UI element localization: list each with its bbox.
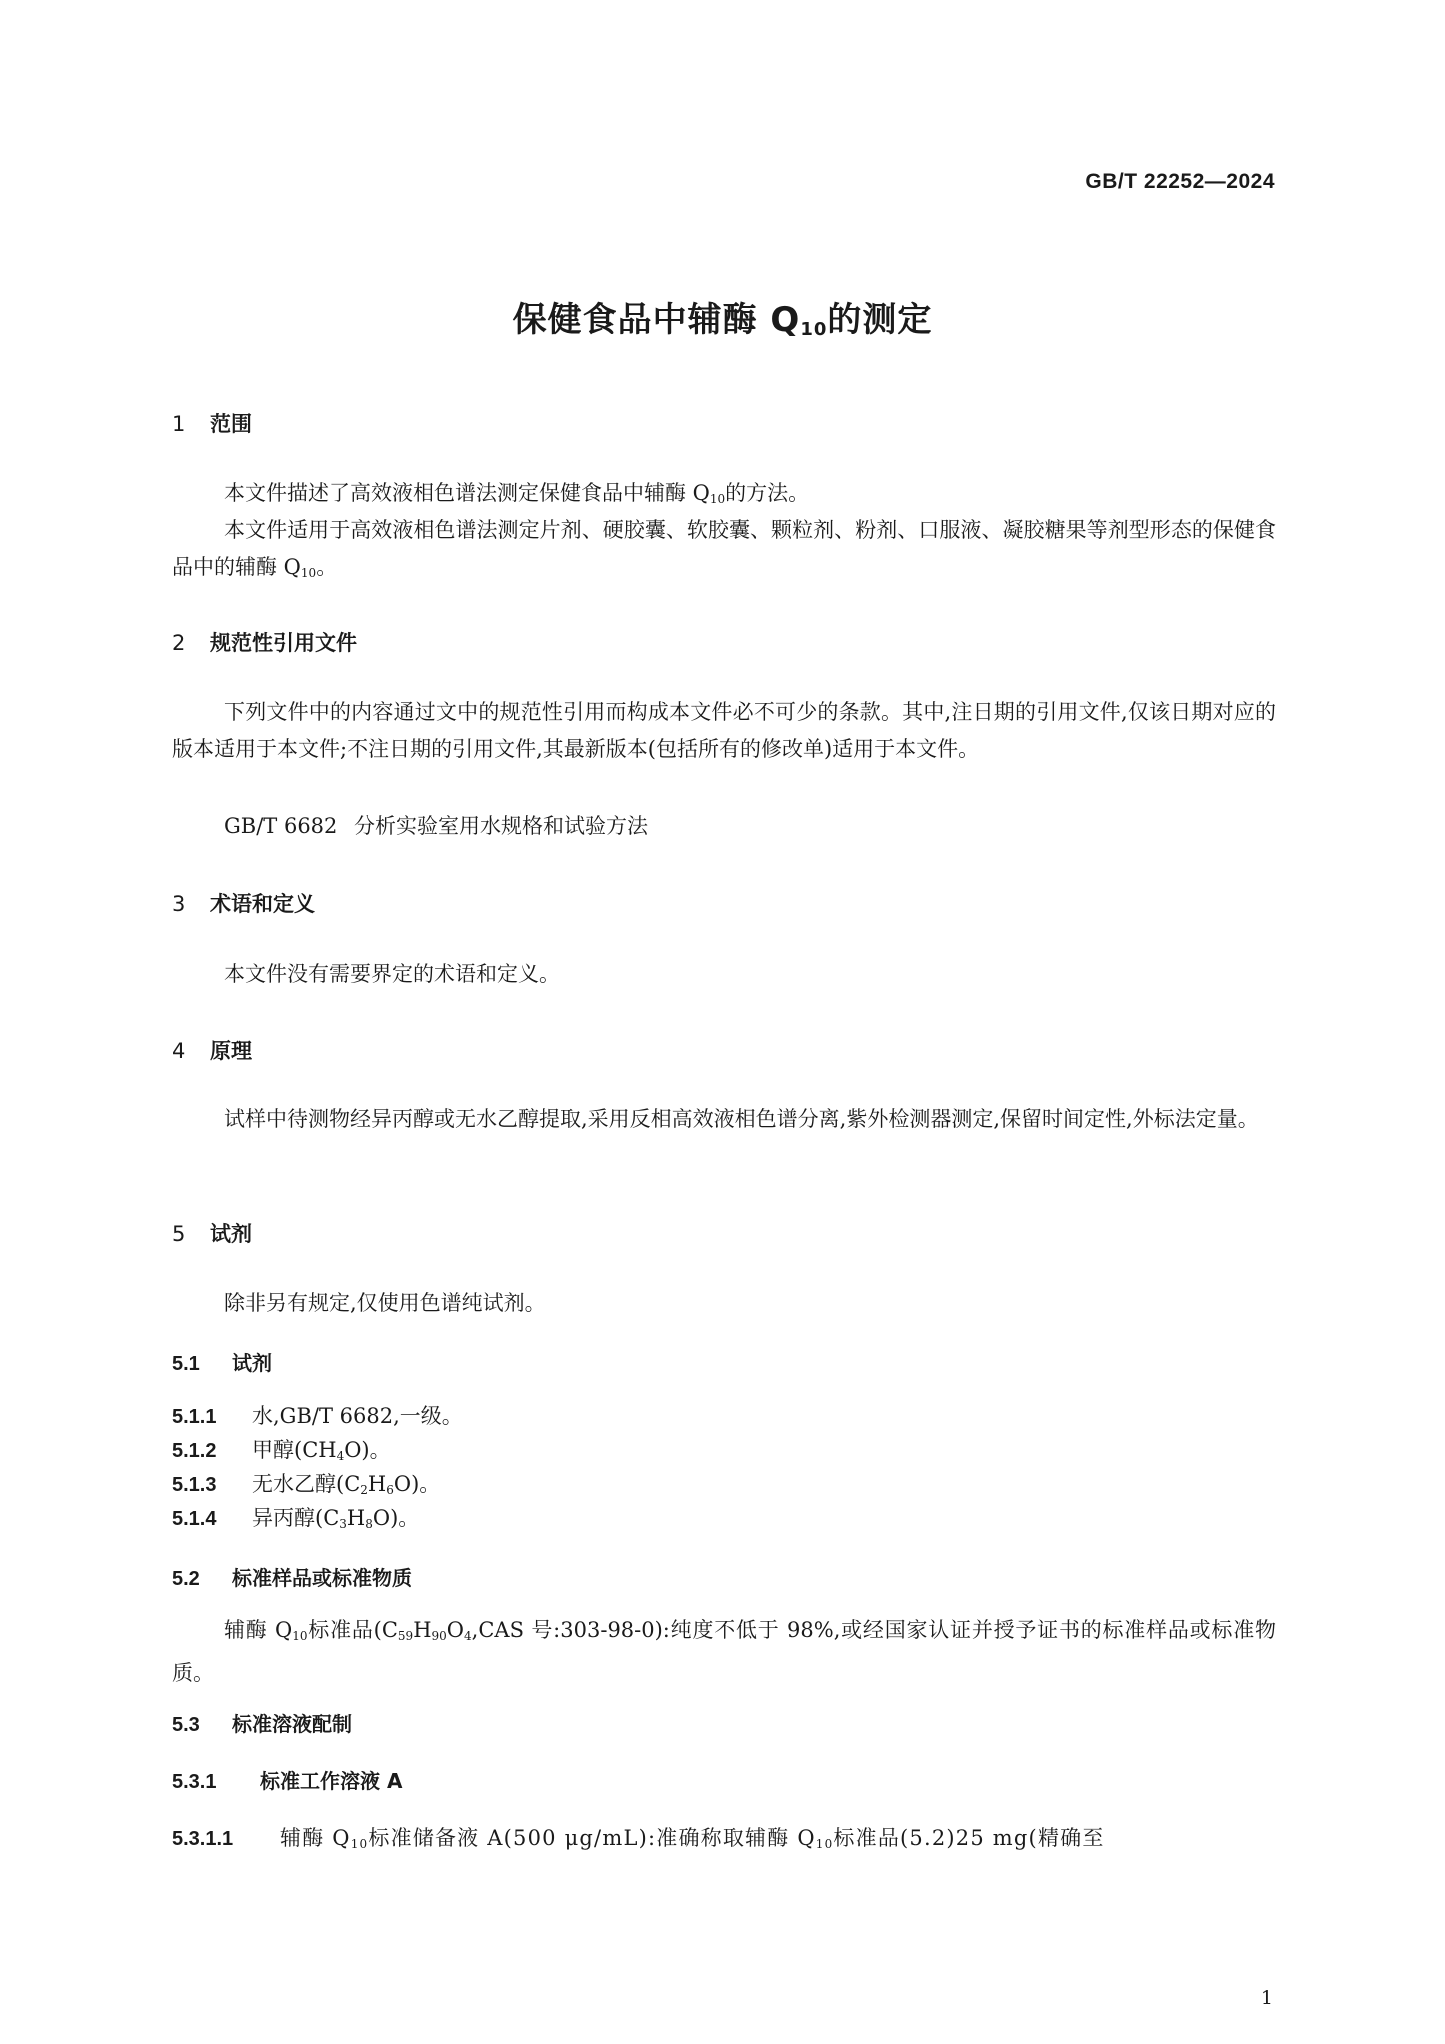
subscript: 8 — [365, 1517, 373, 1531]
section-title: 术语和定义 — [210, 892, 315, 916]
item-number: 5.1.1 — [172, 1406, 217, 1428]
item-number: 5.1.2 — [172, 1440, 217, 1462]
section-number: 5 — [172, 1222, 186, 1246]
text: 标准品(C — [307, 1618, 398, 1642]
subsection-number: 5.2 — [172, 1568, 200, 1590]
text: 辅酶 Q — [280, 1826, 351, 1850]
subsection-title: 试剂 — [232, 1351, 272, 1375]
subscript: 2 — [360, 1483, 368, 1497]
normative-reference — [224, 810, 648, 840]
item-text: 水,GB/T 6682,一级。 — [252, 1404, 463, 1428]
reference-code: GB/T 6682 — [224, 814, 338, 838]
section-3-heading — [172, 888, 315, 918]
subsection-number: 5.3 — [172, 1714, 200, 1736]
text: 辅酶 Q — [224, 1618, 293, 1642]
subsection-title: 标准溶液配制 — [232, 1712, 352, 1736]
text: 。 — [316, 555, 338, 579]
subsection-5-2-para — [172, 1612, 1276, 1692]
text: 本文件适用于高效液相色谱法测定片剂、硬胶囊、软胶囊、颗粒剂、粉剂、口服液、凝胶糖果等剂型形态的保健食品中的辅酶 Q — [172, 518, 1276, 579]
reagent-item-5-1-1 — [172, 1400, 463, 1430]
subscript: 10 — [300, 566, 317, 580]
subscript: 90 — [431, 1629, 447, 1643]
text: H — [413, 1618, 432, 1642]
standard-code: GB/T 22252—2024 — [1085, 170, 1275, 193]
subsection-5-3-heading — [172, 1708, 352, 1737]
title-prefix: 保健食品中辅酶 Q — [512, 300, 801, 340]
section-4-para-1: 试样中待测物经异丙醇或无水乙醇提取,采用反相高效液相色谱分离,紫外检测器测定,保留时间定性,外标法定量。 — [224, 1107, 1259, 1131]
subsection-number: 5.1 — [172, 1353, 200, 1375]
text: 标准品(5.2)25 mg(精确至 — [833, 1826, 1105, 1850]
text: 无水乙醇(C — [252, 1472, 361, 1496]
text: 本文件描述了高效液相色谱法测定保健食品中辅酶 Q — [224, 481, 710, 505]
subsection-5-3-1-heading — [172, 1765, 402, 1794]
subscript: 10 — [709, 492, 726, 506]
subscript: 4 — [336, 1449, 345, 1463]
item-number: 5.1.4 — [172, 1508, 217, 1530]
title-subscript: 10 — [800, 319, 828, 340]
text: O)。 — [372, 1506, 420, 1530]
section-2-heading — [172, 627, 357, 657]
subscript: 3 — [339, 1517, 347, 1531]
section-number: 2 — [172, 631, 186, 655]
subsection-title: 标准工作溶液 A — [260, 1769, 403, 1793]
subscript: 4 — [464, 1629, 472, 1643]
section-number: 4 — [172, 1039, 186, 1063]
subsection-5-3-1-1-para — [172, 1820, 1276, 1863]
text: 异丙醇(C — [252, 1506, 340, 1530]
text: 甲醇(CH — [252, 1438, 337, 1462]
section-3-para-1: 本文件没有需要界定的术语和定义。 — [224, 962, 560, 986]
reagent-item-5-1-3 — [172, 1468, 440, 1498]
subsection-5-2-heading — [172, 1562, 412, 1591]
section-1-para-2 — [172, 512, 1276, 592]
reagent-item-5-1-2 — [172, 1434, 391, 1464]
subscript: 10 — [815, 1837, 834, 1851]
text: 标准储备液 A(500 μg/mL):准确称取辅酶 Q — [368, 1826, 816, 1850]
item-number: 5.3.1.1 — [172, 1828, 234, 1850]
subscript: 10 — [350, 1837, 369, 1851]
subscript: 6 — [386, 1483, 394, 1497]
section-5-para-1: 除非另有规定,仅使用色谱纯试剂。 — [224, 1291, 546, 1315]
section-title: 范围 — [210, 412, 252, 436]
item-number: 5.1.3 — [172, 1474, 217, 1496]
section-1-heading — [172, 408, 252, 438]
reagent-item-5-1-4 — [172, 1502, 419, 1532]
section-number: 1 — [172, 412, 186, 436]
subscript: 59 — [397, 1629, 414, 1643]
document-title — [0, 292, 1445, 341]
subsection-number: 5.3.1 — [172, 1771, 217, 1793]
section-number: 3 — [172, 892, 186, 916]
page-number: 1 — [1260, 1987, 1273, 2009]
section-2-para-1: 下列文件中的内容通过文中的规范性引用而构成本文件必不可少的条款。其中,注日期的引用文件,仅该日期对应的版本适用于本文件;不注日期的引用文件,其最新版本(包括所有的修改单)适用于本文件。 — [172, 700, 1276, 761]
text: O — [446, 1618, 465, 1642]
subsection-5-1-heading — [172, 1347, 272, 1376]
text: H — [346, 1506, 366, 1530]
subscript: 10 — [292, 1629, 308, 1643]
section-title: 原理 — [210, 1039, 252, 1063]
text: ,CAS 号:303-98-0):纯度不低于 98%,或经国家认证并授予证书的标准样品或标准物质。 — [172, 1618, 1276, 1685]
text: H — [367, 1472, 387, 1496]
section-title: 试剂 — [210, 1222, 252, 1246]
title-suffix: 的测定 — [827, 300, 933, 340]
subsection-title: 标准样品或标准物质 — [232, 1566, 412, 1590]
text: 的方法。 — [725, 481, 810, 505]
section-4-heading — [172, 1035, 252, 1065]
section-title: 规范性引用文件 — [210, 631, 357, 655]
section-5-heading — [172, 1218, 252, 1248]
reference-title: 分析实验室用水规格和试验方法 — [354, 814, 648, 838]
text: O)。 — [393, 1472, 441, 1496]
text: O)。 — [344, 1438, 391, 1462]
